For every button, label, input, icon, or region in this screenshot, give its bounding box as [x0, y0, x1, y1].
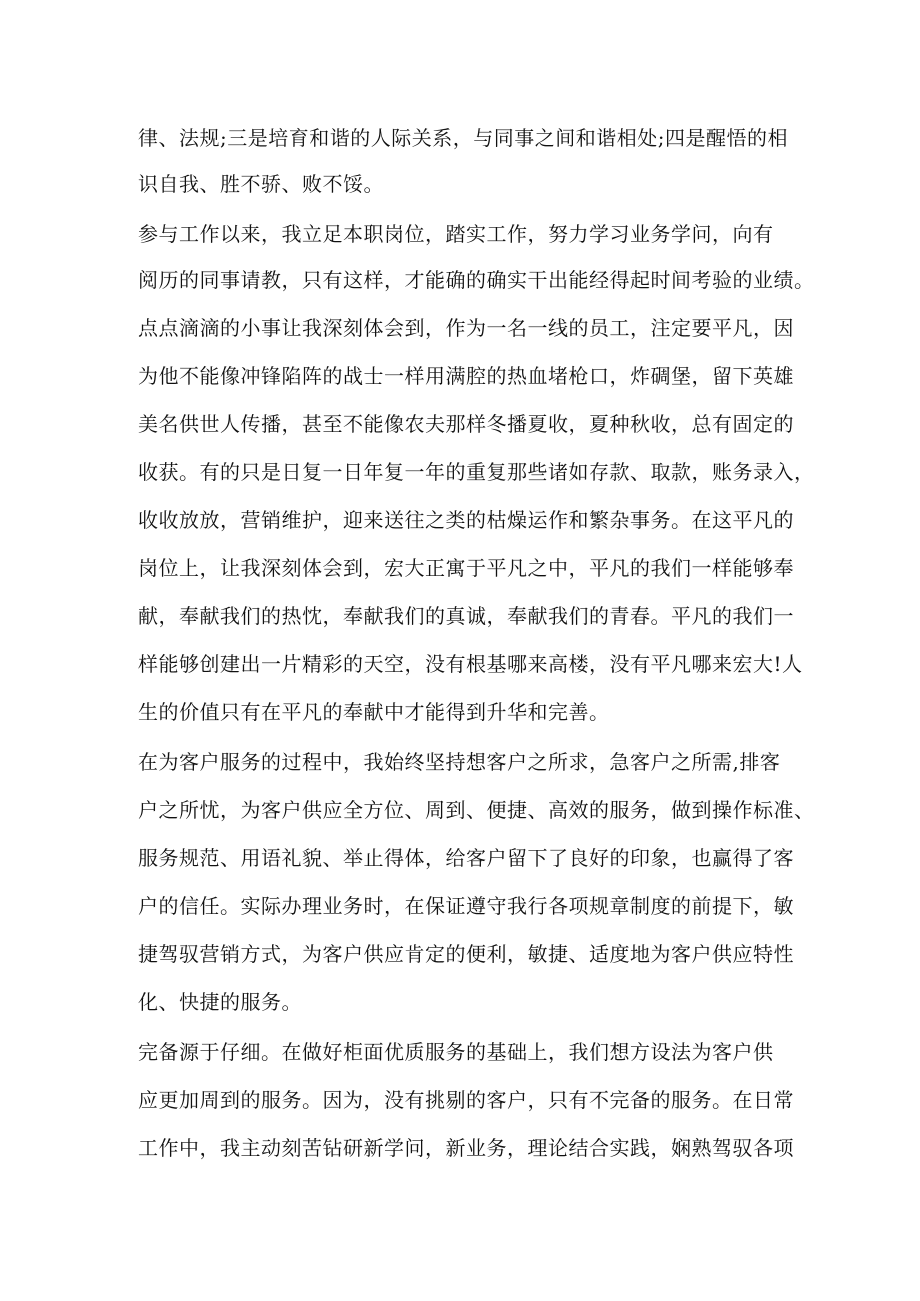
- paragraph-1-line-1: 律、法规;三是培育和谐的人际关系，与同事之间和谐相处;四是醒悟的相: [138, 126, 788, 150]
- paragraph-2-line-6: 收获。有的只是日复一日年复一年的重复那些诸如存款、取款，账务录入，: [138, 460, 815, 484]
- paragraph-4-line-1: 完备源于仔细。在做好柜面优质服务的基础上，我们想方设法为客户供: [138, 1040, 774, 1064]
- paragraph-2-line-3: 点点滴滴的小事让我深刻体会到，作为一名一线的员工，注定要平凡，因: [138, 316, 794, 340]
- paragraph-2-line-2: 阅历的同事请教，只有这样，才能确的确实干出能经得起时间考验的业绩。: [138, 268, 815, 292]
- paragraph-1-line-2: 识自我、胜不骄、败不馁。: [138, 172, 384, 196]
- paragraph-4-line-3: 工作中，我主动刻苦钻研新学问，新业务，理论结合实践，娴熟驾驭各项: [138, 1136, 794, 1160]
- paragraph-3-line-3: 服务规范、用语礼貌、举止得体，给客户留下了良好的印象，也赢得了客: [138, 846, 794, 870]
- paragraph-2-line-7: 收收放放，营销维护，迎来送往之类的枯燥运作和繁杂事务。在这平凡的: [138, 508, 794, 532]
- paragraph-3-line-5: 捷驾驭营销方式，为客户供应肯定的便利，敏捷、适度地为客户供应特性: [138, 942, 794, 966]
- paragraph-2-line-9: 献，奉献我们的热忱，奉献我们的真诚，奉献我们的青春。平凡的我们一: [138, 604, 794, 628]
- paragraph-3-line-6: 化、快捷的服务。: [138, 990, 302, 1014]
- paragraph-4-line-2: 应更加周到的服务。因为，没有挑剔的客户，只有不完备的服务。在日常: [138, 1088, 794, 1112]
- paragraph-2-line-10: 样能够创建出一片精彩的天空，没有根基哪来高楼，没有平凡哪来宏大!人: [138, 652, 803, 676]
- paragraph-2-line-5: 美名供世人传播，甚至不能像农夫那样冬播夏收，夏种秋收，总有固定的: [138, 412, 794, 436]
- paragraph-3-line-2: 户之所忧，为客户供应全方位、周到、便捷、高效的服务，做到操作标准、: [138, 798, 815, 822]
- paragraph-3-line-4: 户的信任。实际办理业务时，在保证遵守我行各项规章制度的前提下，敏: [138, 894, 794, 918]
- paragraph-2-line-11: 生的价值只有在平凡的奉献中才能得到升华和完善。: [138, 700, 610, 724]
- paragraph-2-line-1: 参与工作以来，我立足本职岗位，踏实工作，努力学习业务学问，向有: [138, 222, 774, 246]
- paragraph-3-line-1: 在为客户服务的过程中，我始终坚持想客户之所求，急客户之所需,排客: [138, 750, 781, 774]
- paragraph-2-line-8: 岗位上，让我深刻体会到，宏大正寓于平凡之中，平凡的我们一样能够奉: [138, 556, 794, 580]
- paragraph-2-line-4: 为他不能像冲锋陷阵的战士一样用满腔的热血堵枪口，炸碉堡，留下英雄: [138, 364, 794, 388]
